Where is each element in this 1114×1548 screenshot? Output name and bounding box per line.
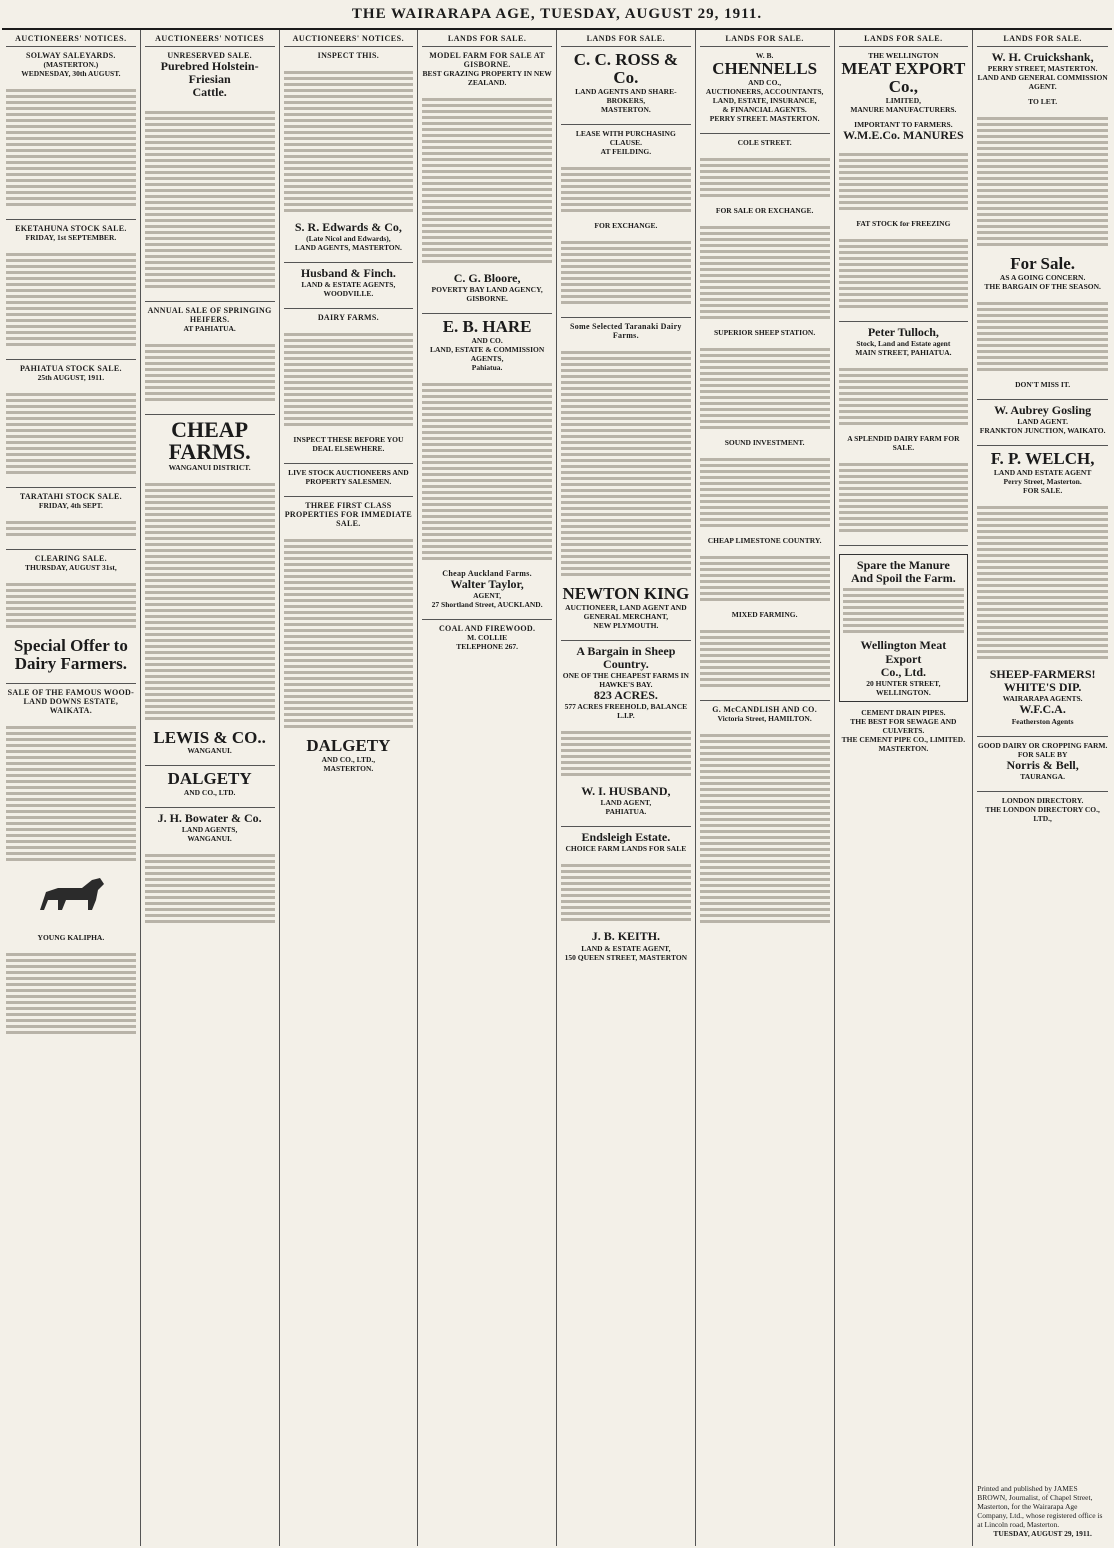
hare-text: [422, 380, 552, 563]
column-4: [418, 30, 557, 1546]
cement-co: THE CEMENT PIPE CO., LIMITED.: [841, 735, 966, 744]
imprint-date: TUESDAY, AUGUST 29, 1911.: [993, 1529, 1092, 1538]
dairy-farms-text: [284, 330, 414, 429]
column-3: [280, 30, 419, 1546]
bargain-season: THE BARGAIN OF THE SEASON.: [984, 282, 1101, 292]
endsleigh-heading: Endsleigh Estate.: [581, 830, 671, 845]
sound-text: [700, 455, 830, 530]
clearing-date: THURSDAY, AUGUST 31st,: [24, 563, 117, 572]
solway-heading: SOLWAY SALEYARDS.: [26, 51, 116, 60]
column-5: [557, 30, 696, 1546]
clearing-heading: CLEARING SALE.: [34, 554, 107, 563]
norris-place: TAURANGA.: [1020, 771, 1065, 781]
model-farm-text: [422, 95, 552, 266]
chennells-financial: & FINANCIAL AGENTS.: [722, 104, 807, 114]
stud-name: YOUNG KALIPHA.: [37, 932, 105, 942]
mixed-text: [700, 627, 830, 690]
column-6: [696, 30, 835, 1546]
wb-heading: W. B.: [755, 51, 774, 60]
welch-address: Perry Street, Masterton.: [1003, 477, 1082, 487]
sale-exchange-text: [700, 223, 830, 322]
unreserved-heading: UNRESERVED SALE.: [167, 51, 252, 60]
dalgety-masterton-heading: DALGETY: [306, 736, 391, 756]
wi-husband-heading: W. I. HUSBAND,: [581, 784, 671, 799]
exchange-heading: FOR EXCHANGE.: [594, 220, 658, 230]
gosling-role: LAND AGENT.: [1017, 417, 1068, 427]
column-2: [141, 30, 280, 1546]
keith-heading: J. B. KEITH.: [591, 929, 661, 944]
welch-heading: F. P. WELCH,: [990, 449, 1095, 469]
chennells-heading: CHENNELLS: [712, 59, 818, 78]
wairarapa-agents: WAIRARAPA AGENTS.: [1002, 694, 1083, 704]
pahiatua-heading: PAHIATUA STOCK SALE.: [19, 364, 122, 373]
eketahuna-date: FRIDAY, 1st SEPTEMBER.: [25, 233, 117, 242]
cole-text: [700, 155, 830, 200]
columns: [2, 30, 1112, 1546]
bowater-text: [145, 851, 275, 926]
bowater-heading: J. H. Bowater & Co.: [157, 811, 262, 826]
husband-finch-role: LAND & ESTATE AGENTS,: [301, 280, 396, 290]
special-offer-line-2: Dairy Farmers.: [14, 653, 128, 673]
horse-illustration: [26, 870, 116, 922]
taranaki-text: [561, 348, 691, 579]
wi-husband-place: PAHIATUA.: [605, 807, 647, 817]
bargain-text: [561, 728, 691, 779]
for-sale-heading: For Sale.: [1010, 254, 1076, 274]
cheap-heading: CHEAP: [171, 416, 249, 442]
purebred-line-1: Purebred Holstein-Friesian: [160, 59, 259, 87]
woodland-downs-heading: SALE OF THE FAMOUS WOOD-LAND DOWNS ESTATE, WAIKATA.: [7, 687, 135, 715]
bowater-place: WANGANUI.: [187, 834, 232, 844]
solway-date: WEDNESDAY, 30th AUGUST.: [21, 69, 121, 78]
gosling-heading: W. Aubrey Gosling: [994, 403, 1092, 418]
sound-heading: SOUND INVESTMENT.: [724, 437, 805, 447]
acres-heading: 823 ACRES.: [593, 687, 658, 702]
wellington-line-1: Wellington Meat Export: [860, 638, 947, 666]
bargain-line-2: Country.: [603, 656, 649, 671]
column-8: [973, 30, 1112, 1546]
mccandlish-text: [700, 731, 830, 926]
mixed-heading: MIXED FARMING.: [731, 609, 798, 619]
choice-farm-lands: CHOICE FARM LANDS FOR SALE: [565, 844, 687, 854]
live-stock-heading: LIVE STOCK AUCTIONEERS AND PROPERTY SALESMEN.: [288, 468, 409, 487]
keith-role: LAND & ESTATE AGENT,: [581, 943, 671, 953]
column-header-1: AUCTIONEERS' NOTICES.: [6, 32, 136, 47]
taratahi-date: FRIDAY, 4th SEPT.: [38, 501, 103, 510]
clearing-text: [6, 580, 136, 631]
dalgety-heading: DALGETY: [167, 769, 252, 789]
cruickshank-address: PERRY STREET, MASTERTON.: [987, 64, 1098, 74]
pahiatua-text: [6, 390, 136, 477]
column-header-2: AUCTIONEERS' NOTICES: [145, 32, 275, 47]
cement-heading: CEMENT DRAIN PIPES.: [861, 708, 946, 717]
limestone-heading: CHEAP LIMESTONE COUNTRY.: [707, 535, 822, 545]
exchange-text: [561, 238, 691, 307]
whites-dip: WHITE'S DIP.: [1003, 680, 1082, 695]
column-7: [835, 30, 974, 1546]
to-let-heading: TO LET.: [1028, 97, 1058, 107]
spare-line-1: Spare the Manure: [856, 558, 950, 573]
fat-stock-text: [839, 236, 969, 311]
wellington-address: 20 HUNTER STREET, WELLINGTON.: [866, 679, 941, 697]
model-farm-heading: MODEL FARM FOR SALE AT GISBORNE.: [429, 51, 545, 69]
spare-manure-box: [839, 554, 969, 702]
column-header-8: LANDS FOR SALE.: [977, 32, 1108, 47]
dalgety-sub: AND CO., LTD.: [183, 788, 236, 798]
column-header-3: AUCTIONEERS' NOTICES.: [284, 32, 414, 47]
imprint: Printed and published by JAMES BROWN, Journalist, of Chapel Street, Masterton, for the Wairarapa Age Company, Ltd., whose registered office is at Lincoln road, Masterton.: [977, 1484, 1103, 1529]
farms-heading: FARMS.: [168, 438, 251, 464]
wmeco-manures: W.M.E.Co. MANURES: [843, 127, 964, 142]
tulloch-text: [839, 365, 969, 428]
wanganui-text: [145, 480, 275, 723]
spare-line-2: And Spoil the Farm.: [851, 571, 956, 586]
lewis-place: WANGANUI.: [187, 746, 232, 756]
purebred-text: [145, 108, 275, 291]
edwards-role: LAND AGENTS, MASTERTON.: [294, 243, 402, 253]
eketahuna-heading: EKETAHUNA STOCK SALE.: [15, 224, 127, 233]
walter-role: AGENT,: [473, 591, 502, 601]
newton-king-role: AUCTIONEER, LAND AGENT AND GENERAL MERCHANT,: [565, 602, 687, 621]
taratahi-text: [6, 518, 136, 539]
purebred-line-2: Cattle.: [192, 85, 227, 100]
tulloch-heading: Peter Tulloch,: [867, 324, 939, 339]
telephone: TELEPHONE 267.: [456, 642, 518, 652]
dalgety-masterton-sub: AND CO., LTD.,: [321, 755, 376, 765]
walter-taylor: Walter Taylor,: [450, 577, 524, 592]
mccandlish-heading: G. McCANDLISH AND CO.: [712, 704, 817, 714]
column-header-7: LANDS FOR SALE.: [839, 32, 969, 47]
welch-role: LAND AND ESTATE AGENT: [993, 468, 1092, 478]
edwards-heading: S. R. Edwards & Co,: [294, 220, 402, 234]
meat-export-sub: LIMITED,: [885, 95, 921, 105]
cement-sub: THE BEST FOR SEWAGE AND CULVERTS.: [850, 717, 957, 735]
chennells-sub: AND CO.,: [748, 77, 782, 87]
meat-export-role: MANURE MANUFACTURERS.: [850, 104, 957, 114]
limestone-text: [700, 553, 830, 604]
fat-stock-heading: FAT STOCK for FREEZING: [856, 218, 951, 228]
three-first-class-text: [284, 536, 414, 731]
annual-text: [145, 341, 275, 404]
endsleigh-text: [561, 861, 691, 924]
chennells-role: AUCTIONEERS, ACCOUNTANTS, LAND, ESTATE, INSURANCE,: [705, 86, 824, 105]
keith-address: 150 QUEEN STREET, MASTERTON: [564, 952, 688, 962]
husband-finch-place: WOODVILLE.: [323, 289, 374, 299]
eketahuna-text: [6, 250, 136, 349]
taratahi-heading: TARATAHI STOCK SALE.: [19, 492, 122, 501]
dalgety-masterton-place: MASTERTON.: [323, 764, 374, 774]
inspect-these: INSPECT THESE BEFORE YOU DEAL ELSEWHERE.: [293, 435, 404, 454]
tulloch-place: MAIN STREET, PAHIATUA.: [855, 348, 952, 358]
coal-heading: COAL AND FIREWOOD.: [438, 624, 536, 634]
dairy-farms-heading: DAIRY FARMS.: [317, 313, 379, 323]
meat-export-top: THE WELLINGTON: [868, 51, 939, 60]
bloore-heading: C. G. Bloore,: [453, 271, 521, 285]
husband-finch-heading: Husband & Finch.: [300, 266, 396, 281]
cruickshank-role: LAND AND GENERAL COMMISSION AGENT.: [977, 73, 1108, 92]
inspect-heading: INSPECT THIS.: [317, 51, 380, 60]
cruickshank-heading: W. H. Cruickshank,: [991, 50, 1094, 64]
taranaki-heading: Some Selected Taranaki Dairy Farms.: [570, 321, 682, 340]
column-header-4: LANDS FOR SALE.: [422, 32, 552, 47]
three-first-class-heading: THREE FIRST CLASS PROPERTIES FOR IMMEDIATE SALE.: [284, 501, 412, 529]
auckland-heading: Cheap Auckland Farms.: [442, 569, 532, 579]
gosling-place: FRANKTON JUNCTION, WAIKATO.: [979, 426, 1106, 436]
wellington-line-2: Co., Ltd.: [880, 664, 927, 679]
solway-place: (MASTERTON.): [43, 60, 99, 69]
wanganui-district: WANGANUI DISTRICT.: [168, 462, 251, 472]
annual-heading: ANNUAL SALE OF SPRINGING HEIFERS.: [147, 305, 272, 324]
pahiatua-date: 25th AUGUST, 1911.: [37, 373, 105, 382]
wi-husband-role: LAND AGENT,: [600, 798, 652, 808]
ross-heading: C. C. ROSS & Co.: [573, 50, 679, 87]
for-sale-text: [977, 299, 1108, 374]
mccandlish-place: Victoria Street, HAMILTON.: [717, 713, 812, 723]
stud-text: [6, 950, 136, 1037]
featherston-agents: Featherston Agents: [1011, 716, 1074, 726]
to-let-text: [977, 114, 1108, 249]
hare-heading: E. B. HARE: [442, 317, 532, 337]
norris-pre: FOR SALE BY: [1017, 749, 1068, 759]
superior-text: [700, 345, 830, 432]
lease-heading: LEASE WITH PURCHASING CLAUSE.: [575, 128, 676, 147]
london-heading: LONDON DIRECTORY.: [1001, 795, 1084, 805]
best-grazing: BEST GRAZING PROPERTY IN NEW ZEALAND.: [422, 69, 552, 87]
sale-exchange-heading: FOR SALE OR EXCHANGE.: [715, 205, 814, 215]
hare-role: LAND, ESTATE & COMMISSION AGENTS,: [429, 345, 545, 364]
chennells-place: PERRY STREET. MASTERTON.: [709, 113, 820, 123]
bloore-sub: POVERTY BAY LAND AGENCY,: [431, 285, 543, 295]
london-co: THE LONDON DIRECTORY CO., LTD.,: [985, 804, 1100, 823]
bargain-line-1: A Bargain in Sheep: [576, 643, 676, 658]
woodland-downs-text: [6, 723, 136, 864]
newton-king-heading: NEWTON KING: [562, 583, 690, 603]
cheapest-farms: ONE OF THE CHEAPEST FARMS IN HAWKE'S BAY.: [562, 670, 689, 689]
going-concern: AS A GOING CONCERN.: [999, 273, 1086, 283]
good-dairy: GOOD DAIRY OR CROPPING FARM.: [977, 740, 1108, 750]
column-header-5: LANDS FOR SALE.: [561, 32, 691, 47]
feilding: AT FEILDING.: [600, 146, 652, 156]
feilding-text: [561, 164, 691, 215]
special-offer-line-1: Special Offer to: [13, 636, 128, 655]
spare-text: [843, 588, 965, 633]
important-farmers: IMPORTANT TO FARMERS.: [854, 119, 953, 129]
welch-text: [977, 503, 1108, 662]
superior-heading: SUPERIOR SHEEP STATION.: [714, 327, 816, 337]
walter-address: 27 Shortland Street, AUCKLAND.: [431, 600, 543, 610]
splendid-heading: A SPLENDID DAIRY FARM FOR SALE.: [847, 434, 960, 453]
splendid-text: [839, 460, 969, 535]
bowater-sub: LAND AGENTS,: [181, 825, 238, 835]
sheep-farmers-heading: SHEEP-FARMERS!: [989, 667, 1096, 682]
newton-king-place: NEW PLYMOUTH.: [593, 620, 659, 630]
inspect-text: [284, 68, 414, 215]
wfca: W.F.C.A.: [1019, 702, 1066, 717]
bloore-place: GISBORNE.: [466, 294, 508, 304]
ross-role: LAND AGENTS AND SHARE-BROKERS,: [575, 86, 677, 105]
acres-sub: 577 ACRES FREEHOLD, BALANCE L.I.P.: [564, 702, 688, 721]
column-1: [2, 30, 141, 1546]
welch-for-sale: FOR SALE.: [1023, 486, 1063, 496]
annual-place: AT PAHIATUA.: [183, 323, 236, 333]
tulloch-role: Stock, Land and Estate agent: [856, 339, 951, 349]
dont-miss: DON'T MISS IT.: [1015, 380, 1071, 390]
ross-place: MASTERTON.: [600, 104, 651, 114]
cole-street: COLE STREET.: [737, 137, 792, 147]
hare-place: Pahiatua.: [471, 363, 503, 373]
meat-export-heading: MEAT EXPORT Co.,: [841, 59, 966, 96]
cement-place: MASTERTON.: [878, 744, 929, 753]
collie-name: M. COLLIE: [467, 633, 508, 643]
manures-text: [839, 150, 969, 213]
edwards-sub: (Late Nicol and Edwards),: [306, 234, 391, 244]
lewis-heading: LEWIS & CO..: [153, 727, 266, 747]
column-header-6: LANDS FOR SALE.: [700, 32, 830, 47]
solway-text: [6, 86, 136, 209]
hare-sub: AND CO.: [471, 336, 503, 346]
norris-heading: Norris & Bell,: [1006, 757, 1079, 772]
masthead: THE WAIRARAPA AGE, TUESDAY, AUGUST 29, 1911.: [2, 0, 1112, 30]
